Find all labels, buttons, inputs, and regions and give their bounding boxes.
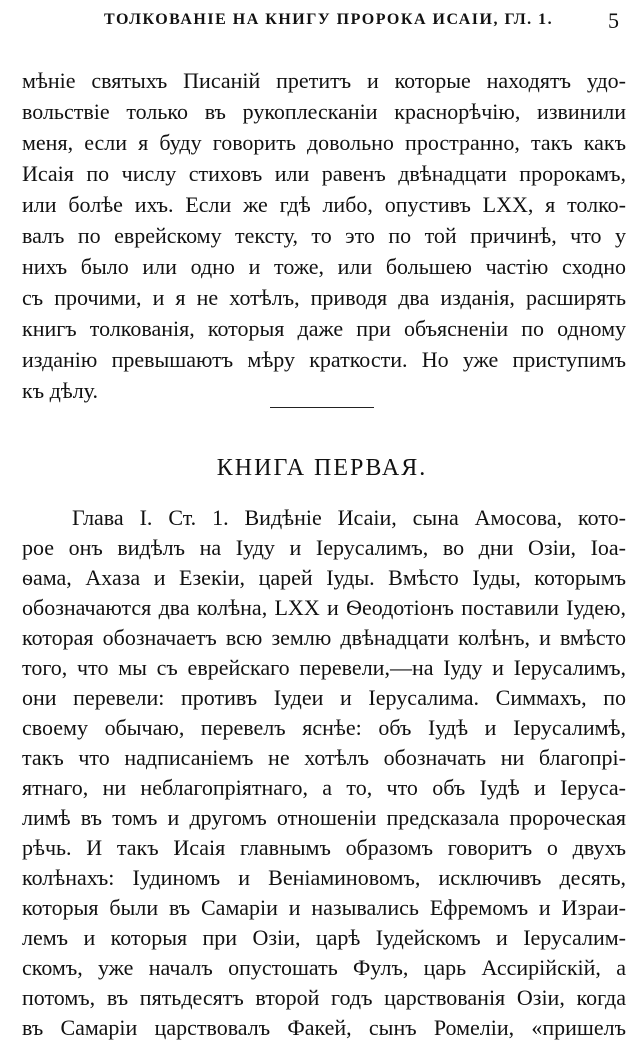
preface-line: нихъ было или одно и тоже, или большею частію сходно bbox=[22, 254, 626, 279]
page-number: 5 bbox=[608, 8, 619, 33]
chapter-line: своему обычаю, перевелъ яснѣе: объ Іудѣ и Іерусалимѣ, bbox=[22, 715, 626, 740]
chapter-line: скомъ, уже началъ опустошать Фулъ, царь Ассирійскій, а bbox=[22, 955, 626, 980]
chapter-line: рѣчь. И такъ Исаія главнымъ образомъ говоритъ о двухъ bbox=[22, 835, 626, 860]
preface-line: книгъ толкованія, которыя даже при объясненіи по одному bbox=[22, 316, 626, 341]
preface-line: валъ по еврейскому тексту, то это по той причинѣ, что у bbox=[22, 223, 626, 248]
preface-line: мѣніе святыхъ Писаній претитъ и которые находятъ удо- bbox=[22, 68, 626, 93]
preface-line: Исаія по числу стиховъ или равенъ двѣнадцати пророкамъ, bbox=[22, 161, 626, 186]
preface-line: меня, если я буду говорить довольно пространно, такъ какъ bbox=[22, 130, 626, 155]
chapter-line: такъ что надписаніемъ не хотѣлъ обозначать ни благопрі- bbox=[22, 745, 626, 770]
chapter-line: они перевели: противъ Іудеи и Іерусалима. Симмахъ, по bbox=[22, 685, 626, 710]
preface-line: или болѣе ихъ. Если же гдѣ либо, опустивъ LXX, я толко- bbox=[22, 192, 626, 217]
chapter-line: въ Самаріи царствовалъ Факей, сынъ Ромеліи, «пришелъ bbox=[22, 1015, 626, 1040]
chapter-line: которая обозначаетъ всю землю двѣнадцати колѣнъ, и вмѣсто bbox=[22, 625, 626, 650]
preface-line: съ прочими, и я не хотѣлъ, приводя два изданія, расширять bbox=[22, 285, 626, 310]
chapter-line: ятнаго, ни неблагопріятнаго, а то, что объ Іудѣ и Іеруса- bbox=[22, 775, 626, 800]
chapter-line: колѣнахъ: Іудиномъ и Веніаминовомъ, исключивъ десять, bbox=[22, 865, 626, 890]
book-title: КНИГА ПЕРВАЯ. bbox=[216, 455, 428, 481]
running-title: ТОЛКОВАНІЕ НА КНИГУ ПРОРОКА ИСАІИ, ГЛ. 1. bbox=[104, 11, 554, 28]
preface-line: изданію превышаютъ мѣру краткости. Но уже приступимъ bbox=[22, 347, 626, 372]
chapter-line: потомъ, въ пятьдесятъ второй годъ царствованія Озіи, когда bbox=[22, 985, 626, 1010]
chapter-line: рое онъ видѣлъ на Іуду и Іерусалимъ, во дни Озіи, Іоа- bbox=[22, 535, 626, 560]
preface-line: къ дѣлу. bbox=[22, 378, 98, 403]
chapter-line: лемъ и которыя при Озіи, царѣ Іудейскомъ и Іерусалим- bbox=[22, 925, 626, 950]
chapter-line: которыя были въ Самаріи и назывались Ефремомъ и Израи- bbox=[22, 895, 626, 920]
chapter-line: Глава I. Ст. 1. Видѣніе Исаіи, сына Амосова, кото- bbox=[72, 505, 626, 530]
section-divider bbox=[270, 407, 374, 408]
chapter-line: того, что мы съ еврейскаго перевели,—на Іуду и Іерусалимъ, bbox=[22, 655, 626, 680]
chapter-line: обозначаются два колѣна, LXX и Ѳеодотіонъ поставили Іудею, bbox=[22, 595, 626, 620]
chapter-line: лимѣ въ томъ и другомъ отношеніи предсказала пророческая bbox=[22, 805, 626, 830]
preface-line: вольствіе только въ рукоплесканіи краснорѣчію, извинили bbox=[22, 99, 626, 124]
chapter-line: ѳама, Ахаза и Езекіи, царей Іуды. Вмѣсто Іуды, которымъ bbox=[22, 565, 626, 590]
